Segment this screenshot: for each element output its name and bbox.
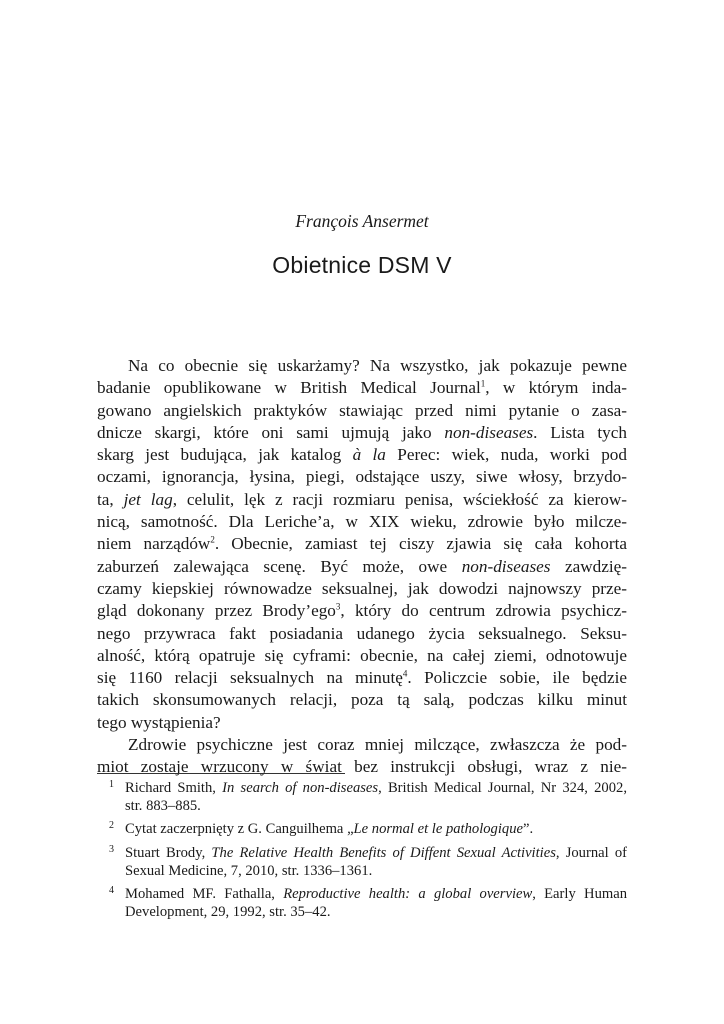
text-line: niem narządów$^2$. Obecnie, zamiast tej ciszy zjawia się cała kohorta — [97, 534, 627, 554]
footnote-ref[interactable]: 2 — [210, 534, 215, 545]
footnote — [97, 885, 627, 921]
text-line: ta, jet lag, celulit, lęk z racji rozmiaru penisa, wściekłość za kierow- — [97, 489, 627, 509]
text-line: zaburzeń zalewająca scenę. Być może, owe non-diseases zawdzię- — [97, 556, 628, 576]
footnote-line: Sexual Medicine, 7, 2010, str. 1336–1361. — [125, 862, 373, 879]
footnote — [97, 779, 627, 815]
footnote-ref[interactable]: 4 — [402, 668, 408, 679]
footnote-line: Richard Smith, In search of non-diseases, British Medical Journal, Nr 324, 2002, — [125, 780, 627, 796]
text-line: się 1160 relacji seksualnych na minutę$^4$. Policzcie sobie, ile będzie — [97, 668, 627, 688]
footnote-number: 4 — [109, 885, 114, 897]
text-line: nicą, samotność. Dla Leriche’a, w XIX wieku, zdrowie było milcze- — [97, 512, 627, 532]
footnote-ref[interactable]: 3 — [335, 601, 341, 612]
text-line: Zdrowie psychiczne jest coraz mniej milczące, zwłaszcza że pod- — [128, 735, 627, 755]
footnote-number: 2 — [109, 820, 114, 832]
text-line: alność, którą opatruje się cyframi: obecnie, na całej ziemi, odnotowuje — [97, 645, 627, 665]
text-line: dnicze skargi, które oni sami ujmują jako non-diseases. Lista tych — [97, 422, 627, 442]
footnote-number: 1 — [109, 779, 114, 790]
text-line: tego wystąpienia? — [97, 712, 221, 732]
author-name: François Ansermet — [295, 211, 429, 231]
text-line: miot zostaje wrzucony w świat bez instrukcji obsługi, wraz z nie- — [97, 757, 627, 777]
footnote — [97, 820, 627, 838]
text-line: takich skonsumowanych relacji, poza tą salą, podczas kilku minut — [97, 690, 627, 710]
footnote-line: Mohamed MF. Fathalla, Reproductive health: a global overview, Early Human — [125, 886, 627, 903]
text-line: nego przywraca fakt posiadania udanego życia seksualnego. Seksu- — [97, 623, 627, 643]
footnotes — [97, 779, 627, 926]
text-line: gląd dokonany przez Brody’ego$^3$, który do centrum zdrowia psychicz- — [97, 601, 627, 621]
footnote-line: Stuart Brody, The Relative Health Benefits of Diffent Sexual Activities, Journal of — [125, 844, 627, 861]
text-line: gowano angielskich praktyków stawiając przed nimi pytanie o zasa- — [97, 400, 627, 420]
footnote-number: 3 — [109, 843, 114, 855]
footnote-line: str. 883–885. — [125, 798, 201, 815]
footnote-separator — [97, 773, 345, 774]
footnote-line: Development, 29, 1992, str. 35–42. — [125, 904, 331, 921]
text-line: czamy kiepskiej równowadze seksualnej, jak dowodzi najnowszy prze- — [97, 578, 627, 598]
text-line: badanie opublikowane w British Medical Journal$^1$, w którym inda- — [97, 378, 627, 398]
text-line: oczami, ignorancja, łysina, piegi, odstające uszy, siwe włosy, brzydo- — [97, 467, 627, 487]
footnote-line: Cytat zaczerpnięty z G. Canguilhema „Le normal et le pathologique”. — [125, 821, 534, 838]
text-line: skarg jest budująca, jak katalog à la Perec: wiek, nuda, worki pod — [97, 445, 627, 465]
footnote — [97, 844, 627, 880]
article-title: Obietnice DSM V — [272, 252, 452, 278]
body-text — [97, 355, 627, 779]
text-line: Na co obecnie się uskarżamy? Na wszystko, jak pokazuje pewne — [128, 356, 627, 375]
footnote-ref[interactable]: 1 — [480, 378, 486, 389]
